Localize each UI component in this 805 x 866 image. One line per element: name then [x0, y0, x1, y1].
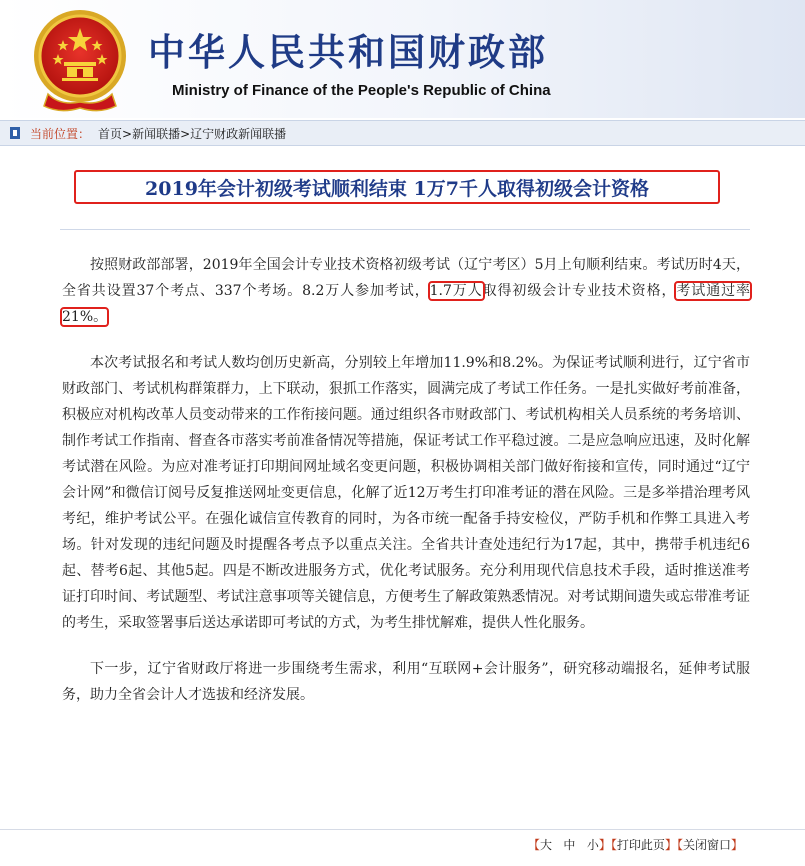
bracket-open: 【: [527, 838, 540, 852]
bracket-open: 【: [610, 838, 617, 852]
breadcrumb-separator: >: [122, 127, 133, 141]
breadcrumb-home-link[interactable]: 首页: [98, 127, 123, 141]
bracket-open: 【: [676, 838, 683, 852]
location-marker-icon: [10, 127, 20, 139]
close-window-button[interactable]: 关闭窗口: [682, 838, 731, 852]
highlight-passed-count: 1.7万人: [429, 283, 483, 299]
article-body: [62, 252, 750, 728]
print-page-button[interactable]: 打印此页: [616, 838, 665, 852]
font-size-medium-button[interactable]: 中: [563, 838, 576, 852]
page-tools: [528, 836, 743, 853]
site-title-cn: 中华人民共和国财政部: [148, 31, 548, 74]
article-title: 2019年会计初级考试顺利结束 1万7千人取得初级会计资格: [145, 177, 649, 200]
breadcrumb-path: [98, 125, 286, 142]
bracket-close: 】: [664, 838, 677, 852]
footer-divider: [0, 829, 805, 830]
bracket-close: 】: [598, 838, 611, 852]
article-paragraph-1: [62, 252, 750, 330]
breadcrumb-separator: >: [180, 127, 191, 141]
breadcrumb: [0, 120, 805, 146]
breadcrumb-liaoning-news-link[interactable]: 辽宁财政新闻联播: [190, 127, 287, 141]
highlight-pass-rate: 考试通过率21%。: [62, 283, 751, 325]
site-title-en: Ministry of Finance of the People's Republic of China: [172, 82, 551, 99]
breadcrumb-news-link[interactable]: 新闻联播: [132, 127, 181, 141]
breadcrumb-label: 当前位置：: [30, 127, 91, 141]
title-divider: [60, 229, 750, 230]
article-title-highlight-box: [74, 170, 720, 204]
bracket-close: 】: [730, 838, 743, 852]
article-paragraph-2: 本次考试报名和考试人数均创历史新高，分别较上年增加11.9%和8.2%。为保证考试顺利进行，辽宁省市财政部门、考试机构群策群力，上下联动，狠抓工作落实，圆满完成了考试工作任务。一是扎实做好考前准备，积极应对机构改革人员变动带来的工作衔接问题。通过组织各市财政部门、考试机构相关人员系统的考务培训、制作考试工作指南、督查各市落实考前准备情况等措施，保证考试工作平稳过渡。二是应急响应迅速，及时化解考试潜在风险。为应对准考证打印期间网址域名变更问题，积极协调相关部门做好衔接和宣传，同时通过“辽宁会计网”和微信订阅号反复推送网址变更信息，化解了近12万考生打印准考证的潜在风险。三是多举措治理考风考纪，维护考试公平。在强化诚信宣传教育的同时，为各市统一配备手持安检仪，严防手机和作弊工具进入考场。针对发现的违纪问题及时提醒各考点予以重点关注。全省共计查处违纪行为17起，其中，携带手机违纪6起、替考6起、其他5起。四是不断改进服务方式，优化考试服务。充分利用现代信息技术手段，适时推送准考证打印时间、考试题型、考试注意事项等关键信息，方便考生了解政策熟悉情况。对考试期间遗失或忘带准考证的考生，采取签署事后送达承诺即可考试的方式，为考生排忧解难，提供人性化服务。: [62, 355, 750, 631]
paragraph-1-text-b: 取得初级会计专业技术资格，: [482, 283, 677, 299]
article-paragraph-3: 下一步，辽宁省财政厅将进一步围绕考生需求，利用“互联网+会计服务”，研究移动端报名，延伸考试服务，助力全省会计人才选拔和经济发展。: [62, 661, 750, 703]
site-header: [0, 0, 805, 118]
national-emblem-icon: [30, 6, 130, 112]
paragraph-1-text-a: 按照财政部部署，2019年全国会计专业技术资格初级考试（辽宁考区）5月上旬顺利结束。考试历时4天，全省共设置37个考点、337个考场。8.2万人参加考试，: [62, 257, 750, 299]
font-size-large-button[interactable]: 大: [539, 838, 552, 852]
font-size-small-button[interactable]: 小: [586, 838, 599, 852]
